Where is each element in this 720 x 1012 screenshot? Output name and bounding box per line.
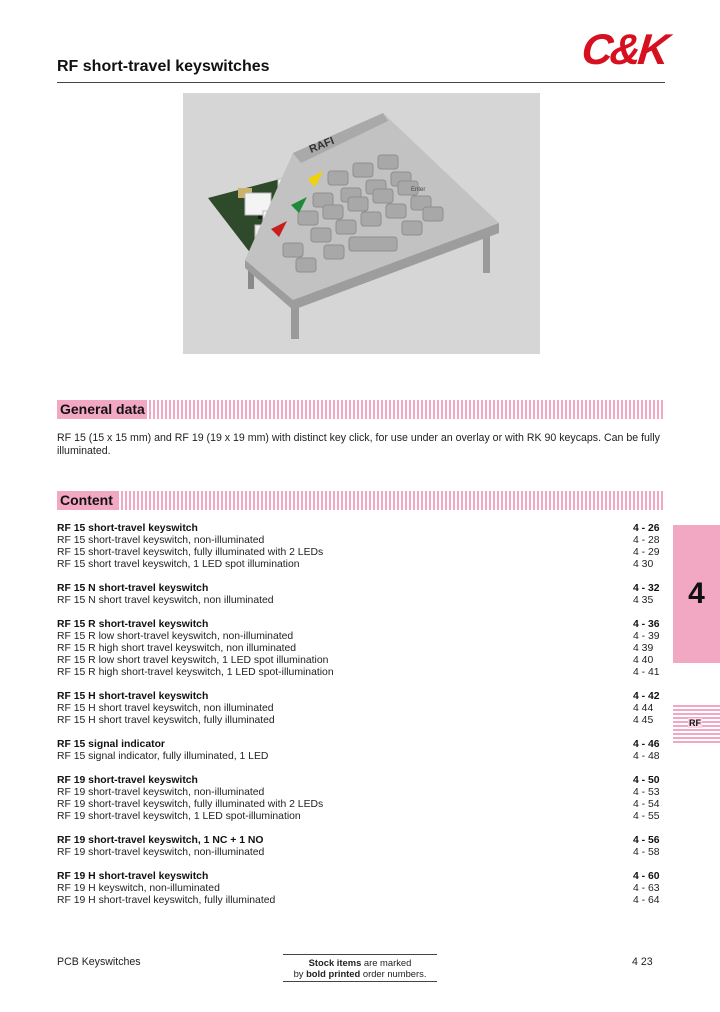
content-item[interactable]: [57, 703, 665, 715]
content-item[interactable]: [57, 547, 665, 559]
content-title-text: RF 19 H short-travel keyswitch: [57, 871, 209, 882]
content-item[interactable]: [57, 631, 665, 643]
content-item-page: 4 40: [633, 655, 654, 666]
content-group-title[interactable]: [57, 523, 665, 535]
content-item-page: 4 - 39: [633, 631, 660, 642]
content-item-label: RF 19 short-travel keyswitch, non-illuminated: [57, 847, 265, 858]
content-title-page: 4 - 26: [633, 523, 660, 534]
content-group: [57, 775, 665, 823]
section-tab-rf[interactable]: [673, 705, 720, 743]
content-group-title[interactable]: [57, 739, 665, 751]
content-item[interactable]: [57, 559, 665, 571]
content-title-page: 4 - 36: [633, 619, 660, 630]
content-group: [57, 691, 665, 727]
content-item[interactable]: [57, 787, 665, 799]
content-item-label: RF 15 short travel keyswitch, 1 LED spot illumination: [57, 559, 300, 570]
content-item-page: 4 35: [633, 595, 654, 606]
content-item-page: 4 - 41: [633, 667, 660, 678]
content-item[interactable]: [57, 883, 665, 895]
content-title-page: 4 - 32: [633, 583, 660, 594]
content-item-label: RF 15 H short travel keyswitch, fully illuminated: [57, 715, 275, 726]
page-title: RF short-travel keyswitches: [57, 58, 270, 75]
content-item-label: RF 19 short-travel keyswitch, 1 LED spot-illumination: [57, 811, 301, 822]
stock-note-text: are marked: [361, 957, 412, 968]
stock-note: [283, 954, 437, 982]
content-group-title[interactable]: [57, 775, 665, 787]
content-group: [57, 583, 665, 607]
content-item-page: 4 45: [633, 715, 654, 726]
content-item-page: 4 - 48: [633, 751, 660, 762]
content-title-page: 4 - 46: [633, 739, 660, 750]
stock-note-bold-2: bold printed: [306, 968, 361, 979]
content-heading: Content: [60, 492, 113, 508]
content-item-page: 4 - 55: [633, 811, 660, 822]
content-title-text: RF 15 H short-travel keyswitch: [57, 691, 209, 702]
content-title-text: RF 15 short-travel keyswitch: [57, 523, 198, 534]
stock-note-bold: Stock items: [308, 957, 362, 968]
content-item-label: RF 15 signal indicator, fully illuminated, 1 LED: [57, 751, 269, 762]
content-title-page: 4 - 42: [633, 691, 660, 702]
content-item[interactable]: [57, 847, 665, 859]
content-group: [57, 619, 665, 679]
content-item-label: RF 15 R high short travel keyswitch, non illuminated: [57, 643, 297, 654]
content-item-label: RF 19 H keyswitch, non-illuminated: [57, 883, 220, 894]
content-title-page: 4 - 56: [633, 835, 660, 846]
chapter-tab[interactable]: [673, 525, 720, 663]
content-title-page: 4 - 50: [633, 775, 660, 786]
content-group-title[interactable]: [57, 619, 665, 631]
content-item[interactable]: [57, 667, 665, 679]
content-item-page: 4 - 58: [633, 847, 660, 858]
stock-note-post: order numbers.: [360, 968, 427, 979]
content-title-text: RF 15 R short-travel keyswitch: [57, 619, 209, 630]
content-item-label: RF 15 H short travel keyswitch, non illuminated: [57, 703, 274, 714]
content-item-label: RF 19 short-travel keyswitch, fully illuminated with 2 LEDs: [57, 799, 324, 810]
content-item-label: RF 15 N short travel keyswitch, non illuminated: [57, 595, 274, 606]
content-item[interactable]: [57, 751, 665, 763]
content-item[interactable]: [57, 655, 665, 667]
content-group-title[interactable]: [57, 871, 665, 883]
content-item-page: 4 - 29: [633, 547, 660, 558]
content-group: [57, 739, 665, 763]
ck-logo: C&K: [579, 26, 669, 74]
content-item-page: 4 - 28: [633, 535, 660, 546]
content-item-label: RF 15 short-travel keyswitch, fully illuminated with 2 LEDs: [57, 547, 324, 558]
general-data-text: RF 15 (15 x 15 mm) and RF 19 (19 x 19 mm) with distinct key click, for use under an overlay or with RK 90 keycaps. Can be fully illuminated.: [57, 432, 660, 457]
content-item[interactable]: [57, 535, 665, 547]
content-title-text: RF 19 short-travel keyswitch, 1 NC + 1 NO: [57, 835, 264, 846]
content-item-label: RF 15 R high short-travel keyswitch, 1 LED spot-illumination: [57, 667, 334, 678]
content-item[interactable]: [57, 643, 665, 655]
content-group-title[interactable]: [57, 835, 665, 847]
keypad-illustration: [183, 93, 540, 354]
page-number: 4 23: [632, 956, 653, 968]
product-photo: [183, 93, 540, 354]
content-item[interactable]: [57, 811, 665, 823]
section-code: RF: [689, 718, 701, 728]
content-item[interactable]: [57, 799, 665, 811]
content-title-text: RF 15 N short-travel keyswitch: [57, 583, 209, 594]
content-item-page: 4 - 54: [633, 799, 660, 810]
footer-category: PCB Keyswitches: [57, 956, 141, 968]
content-item[interactable]: [57, 715, 665, 727]
contents-list: [57, 523, 665, 919]
content-item-page: 4 - 63: [633, 883, 660, 894]
enter-key-label: Enter: [411, 187, 426, 193]
stock-note-pre: by: [293, 968, 307, 979]
content-item-page: 4 - 53: [633, 787, 660, 798]
content-item[interactable]: [57, 595, 665, 607]
content-item-label: RF 15 short-travel keyswitch, non-illuminated: [57, 535, 265, 546]
content-title-text: RF 19 short-travel keyswitch: [57, 775, 198, 786]
content-group-title[interactable]: [57, 583, 665, 595]
content-item-label: RF 19 H short-travel keyswitch, fully illuminated: [57, 895, 276, 906]
content-group: [57, 835, 665, 859]
content-item-page: 4 44: [633, 703, 654, 714]
keypad-brand-label: RAFI: [307, 135, 336, 156]
content-item-label: RF 15 R low short-travel keyswitch, non-illuminated: [57, 631, 294, 642]
content-item-page: 4 30: [633, 559, 654, 570]
content-title-text: RF 15 signal indicator: [57, 739, 165, 750]
content-title-page: 4 - 60: [633, 871, 660, 882]
content-item[interactable]: [57, 895, 665, 907]
content-item-label: RF 15 R low short travel keyswitch, 1 LED spot illumination: [57, 655, 329, 666]
content-item-label: RF 19 short-travel keyswitch, non-illuminated: [57, 787, 265, 798]
content-group: [57, 871, 665, 907]
content-group-title[interactable]: [57, 691, 665, 703]
title-divider: [57, 82, 665, 83]
content-item-page: 4 39: [633, 643, 654, 654]
chapter-number: 4: [688, 577, 705, 610]
general-data-bar: [57, 400, 665, 419]
content-group: [57, 523, 665, 571]
general-data-heading: General data: [60, 401, 145, 417]
content-bar: [57, 491, 665, 510]
content-item-page: 4 - 64: [633, 895, 660, 906]
